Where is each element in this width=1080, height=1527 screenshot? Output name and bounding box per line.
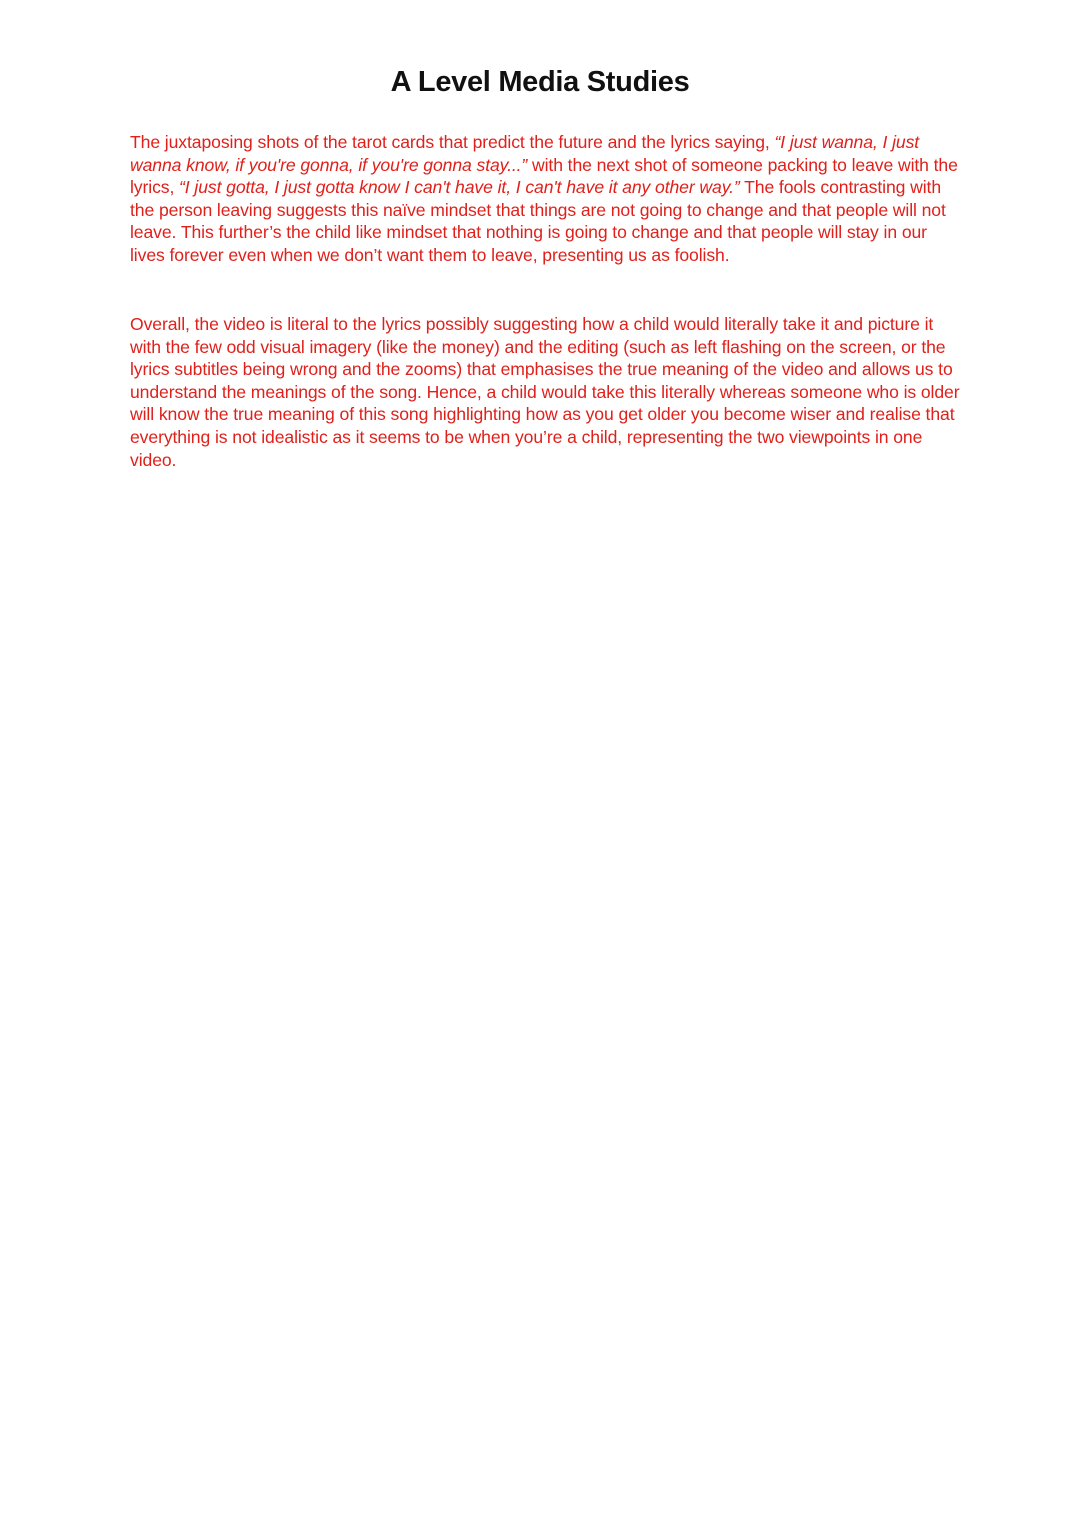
lyric-quote-1: “I just wanna, I just wanna know, if you're gonna, if you're gonna stay...” <box>130 132 920 175</box>
paragraph-1-rest: The fools contrasting with the person leaving suggests this naïve mindset that things are not going to change and that people will not leave. This further’s the child like mindset that nothing is going to change and that people will stay in our lives forever even when we don’t want them to leave, presenting us as foolish. <box>130 177 946 265</box>
paragraph-1-middle: with the next shot of someone packing to leave with the lyrics, <box>130 154 958 198</box>
paragraph-1-intro: The juxtaposing shots of the tarot cards that predict the future and the lyrics saying, <box>130 132 775 152</box>
page-title: A Level Media Studies <box>390 66 690 98</box>
paragraph-tarot-analysis <box>130 131 960 267</box>
paragraph-overall-conclusion: Overall, the video is literal to the lyrics possibly suggesting how a child would literally take it and picture it with the few odd visual imagery (like the money) and the editing (such as left flashing on the screen, or the lyrics subtitles being wrong and the zooms) that emphasises the true meaning of the video and allows us to understand the meanings of the song. Hence, a child would take this literally whereas someone who is older will know the true meaning of this song highlighting how as you get older you become wiser and realise that everything is not idealistic as it seems to be when you’re a child, representing the two viewpoints in one video. <box>130 314 960 470</box>
lyric-quote-2: “I just gotta, I just gotta know I can't have it, I can't have it any other way.” <box>179 177 740 198</box>
